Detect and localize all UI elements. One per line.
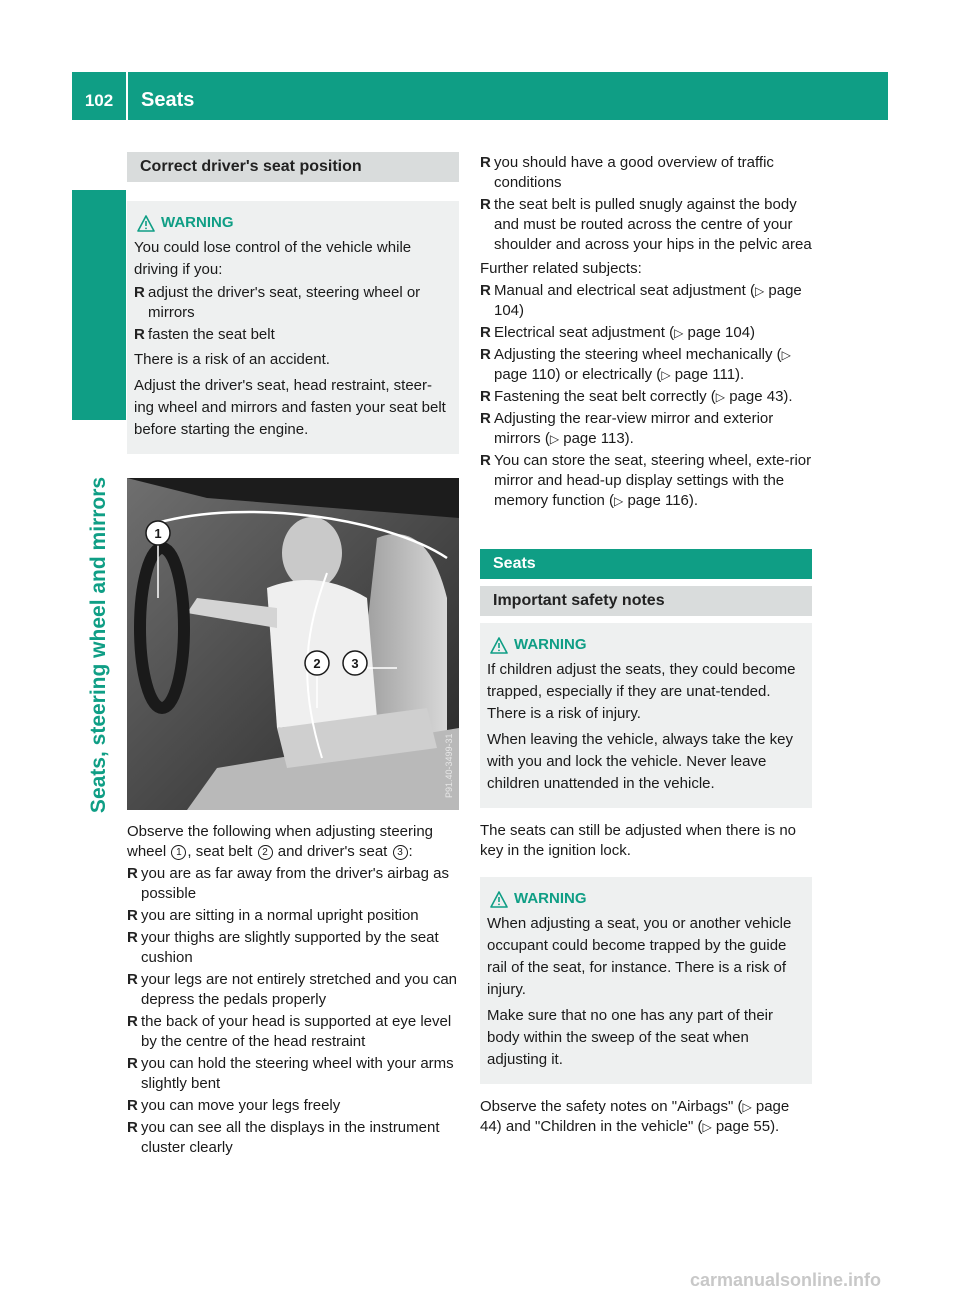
page-ref-arrow-icon: ▷ <box>674 326 684 340</box>
warning-title <box>487 889 804 909</box>
page-ref[interactable]: page 104) <box>687 324 756 341</box>
bullet-marker: R <box>480 324 491 341</box>
page-ref-arrow-icon: ▷ <box>781 348 791 362</box>
bullet-marker: R <box>480 282 491 299</box>
warning-title-text: WARNING <box>514 890 587 907</box>
list-item-text: the back of your head is supported at eye level by the centre of the head restraint <box>141 1013 452 1050</box>
page-ref[interactable]: page 110) or electrically ( <box>494 366 662 383</box>
related-link-text <box>494 345 812 385</box>
callout-label: 2 <box>313 656 321 671</box>
right-column <box>480 150 812 1137</box>
list-item-text: your thighs are slightly supported by the seat cushion <box>141 929 439 966</box>
link-text: You can store the seat, steering wheel, exte-rior mirror and head-up display settings with the memory function ( <box>494 452 812 509</box>
related-link[interactable] <box>480 281 812 321</box>
ref-drivers-seat: 3 <box>393 845 408 860</box>
list-item-text: you are sitting in a normal upright position <box>141 907 419 924</box>
bullet-marker: R <box>127 1119 138 1136</box>
bullet-marker: R <box>127 907 138 924</box>
related-subjects-title: Further related subjects: <box>480 260 642 277</box>
list-item-text: you should have a good overview of traffic conditions <box>494 154 774 191</box>
warning-box-children <box>480 623 812 808</box>
callout-label: 3 <box>351 656 359 671</box>
ref-seat-belt: 2 <box>258 845 273 860</box>
section-title-seats: Seats <box>480 549 812 579</box>
list-item <box>480 153 812 193</box>
bullet-marker: R <box>480 410 491 427</box>
related-subjects-list <box>480 281 812 511</box>
callout-label: 1 <box>154 526 162 541</box>
related-link-text <box>494 281 812 321</box>
bullet-marker: R <box>480 346 491 363</box>
related-link-text <box>494 409 812 449</box>
bullet-marker: R <box>480 154 491 171</box>
bullet-marker: R <box>127 1097 138 1114</box>
page-ref-arrow-icon: ▷ <box>715 390 726 404</box>
adjustment-checklist-continued <box>480 153 812 255</box>
list-item <box>134 325 451 345</box>
warning-title-text: WARNING <box>161 214 234 231</box>
warning-risk: There is a risk of an accident. <box>134 351 330 368</box>
list-item <box>127 1012 459 1052</box>
related-link-text <box>494 451 812 511</box>
list-item-text: adjust the driver's seat, steering wheel or mirrors <box>148 284 421 321</box>
related-link-text <box>494 323 812 343</box>
observe-paragraph <box>127 822 459 862</box>
list-item-text: you can move your legs freely <box>141 1097 341 1114</box>
list-item <box>134 283 451 323</box>
warning-text: Make sure that no one has any part of their body within the sweep of the seat when adjusting it. <box>487 1007 774 1068</box>
observe-text: : <box>408 843 413 860</box>
left-column <box>127 150 459 1158</box>
warning-title-text: WARNING <box>514 636 587 653</box>
list-item <box>127 1096 459 1116</box>
related-link[interactable] <box>480 409 812 449</box>
section-title-important-safety-notes: Important safety notes <box>480 586 812 616</box>
chapter-label: Seats, steering wheel and mirrors <box>87 476 110 814</box>
list-item-text: you can see all the displays in the instrument cluster clearly <box>141 1119 440 1156</box>
page-ref[interactable]: page 55). <box>715 1118 780 1135</box>
bullet-marker: R <box>127 1055 138 1072</box>
list-item <box>127 1118 459 1158</box>
warning-title <box>134 213 451 233</box>
page-ref[interactable]: page 116). <box>627 492 699 509</box>
driver-seat-drawing <box>127 478 459 810</box>
bullet-marker: R <box>134 284 145 301</box>
list-item <box>127 906 459 926</box>
page-ref[interactable]: page 44) and "Children in the vehicle" ( <box>480 1098 790 1135</box>
warning-text: If children adjust the seats, they could become trapped, especially if they are unat-tended. There is a risk of injury. <box>487 661 796 722</box>
header-bar <box>72 72 888 120</box>
link-text: Adjusting the rear-view mirror and exterior mirrors ( <box>494 410 774 447</box>
bullet-marker: R <box>127 1013 138 1030</box>
observe-text: , seat belt <box>187 843 257 860</box>
list-item-text: your legs are not entirely stretched and you can depress the pedals properly <box>141 971 458 1008</box>
reference-text: Observe the safety notes on "Airbags" ( <box>480 1098 743 1115</box>
callout-3 <box>343 651 367 675</box>
list-item <box>127 864 459 904</box>
list-item-text: the seat belt is pulled snugly against the body and must be routed across the centre of your shoulder and across your hips in the pelvic area <box>494 196 812 253</box>
page-number: 102 <box>84 91 114 110</box>
warning-triangle-icon <box>137 215 155 232</box>
driver-seat-illustration <box>127 478 459 810</box>
list-item-text: you can hold the steering wheel with your arms slightly bent <box>141 1055 454 1092</box>
bullet-marker: R <box>127 865 138 882</box>
link-text: Manual and electrical seat adjustment ( <box>494 282 755 299</box>
related-link-text <box>494 387 812 407</box>
figure-code: P91.40-3499-31 <box>444 733 454 798</box>
warning-text: When leaving the vehicle, always take the key with you and lock the vehicle. Never leave children unattended in the vehicle. <box>487 731 793 792</box>
warning-box-guide-rail <box>480 877 812 1084</box>
bullet-marker: R <box>480 452 491 469</box>
list-item <box>127 970 459 1010</box>
footer-watermark: carmanualsonline.info <box>690 1270 882 1290</box>
page-ref-arrow-icon: ▷ <box>754 284 765 298</box>
warning-title <box>487 635 804 655</box>
callout-1 <box>146 521 170 545</box>
final-safety-reference <box>480 1097 812 1137</box>
list-item-text: you are as far away from the driver's airbag as possible <box>141 865 449 902</box>
link-text: Adjusting the steering wheel mechanically ( <box>494 346 782 363</box>
page-ref[interactable]: page 43). <box>729 388 793 405</box>
bullet-marker: R <box>480 196 491 213</box>
section-title-correct-seat-position: Correct driver's seat position <box>127 152 459 182</box>
warning-intro: You could lose control of the vehicle while driving if you: <box>134 239 412 278</box>
link-text: Fastening the seat belt correctly ( <box>494 388 716 405</box>
side-tab-marker <box>72 190 126 420</box>
list-item <box>480 195 812 255</box>
list-item <box>127 928 459 968</box>
warning-triangle-icon <box>490 891 508 908</box>
related-link[interactable] <box>480 451 812 511</box>
list-item <box>127 1054 459 1094</box>
warning-box-seat-position <box>127 201 459 454</box>
bullet-marker: R <box>127 971 138 988</box>
adjustment-checklist <box>127 864 459 1158</box>
related-link[interactable] <box>480 323 812 343</box>
page-ref-arrow-icon: ▷ <box>661 368 671 382</box>
bullet-marker: R <box>134 326 145 343</box>
related-link[interactable] <box>480 387 812 407</box>
header-divider <box>126 72 128 120</box>
bullet-marker: R <box>480 388 491 405</box>
page-ref-arrow-icon: ▷ <box>702 1120 712 1134</box>
observe-text: Observe the following when adjusting steering wheel <box>127 823 434 860</box>
seats-note: The seats can still be adjusted when there is no key in the ignition lock. <box>480 822 797 859</box>
bullet-marker: R <box>127 929 138 946</box>
warning-action: Adjust the driver's seat, head restraint, steer-ing wheel and mirrors and fasten your seat belt before starting the engine. <box>134 377 446 438</box>
warning-triangle-icon <box>490 637 508 654</box>
page-ref-arrow-icon: ▷ <box>549 432 560 446</box>
page-ref[interactable]: page 104) <box>494 282 802 319</box>
link-text: Electrical seat adjustment ( <box>494 324 675 341</box>
page-ref-arrow-icon: ▷ <box>614 494 624 508</box>
callout-2 <box>305 651 329 675</box>
page-ref[interactable]: page 111). <box>674 366 745 383</box>
ref-steering-wheel: 1 <box>171 845 186 860</box>
related-link[interactable] <box>480 345 812 385</box>
page-title: Seats <box>141 89 195 111</box>
page-ref-arrow-icon: ▷ <box>742 1100 752 1114</box>
page-ref[interactable]: page 113). <box>563 430 634 447</box>
list-item-text: fasten the seat belt <box>148 326 275 343</box>
warning-text: When adjusting a seat, you or another vehicle occupant could become trapped by the guide rail of the seat, for instance. There is a risk of injury. <box>487 915 792 998</box>
observe-text: and driver's seat <box>273 843 392 860</box>
